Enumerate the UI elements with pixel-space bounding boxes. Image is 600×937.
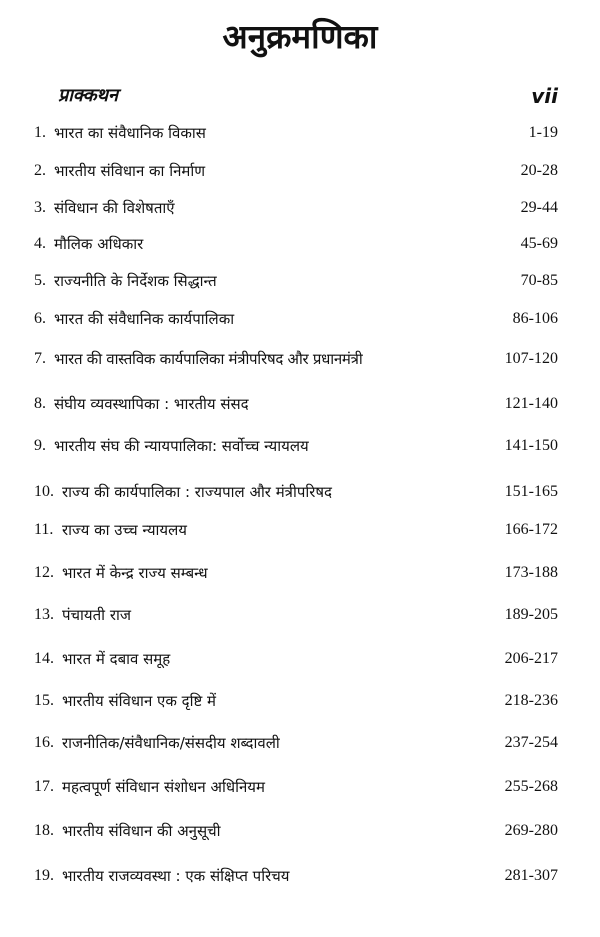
- chapter-number: 1.: [34, 124, 46, 141]
- chapter-title: पंचायती राज: [62, 606, 131, 624]
- chapter-title: महत्वपूर्ण संविधान संशोधन अधिनियम: [62, 778, 265, 796]
- chapter-pages: 121-140: [504, 395, 558, 412]
- chapter-number: 9.: [34, 437, 46, 454]
- chapter-pages: 45-69: [520, 235, 558, 252]
- chapter-number: 19.: [34, 867, 54, 884]
- chapter-title: राज्यनीति के निर्देशक सिद्धान्त: [54, 272, 217, 290]
- toc-row-19: [0, 861, 600, 891]
- toc-row-3: [0, 193, 600, 223]
- chapter-pages: 20-28: [520, 162, 558, 179]
- chapter-title: भारत की वास्तविक कार्यपालिका मंत्रीपरिषद और प्रधानमंत्री: [54, 350, 363, 368]
- chapter-title: राज्य की कार्यपालिका : राज्यपाल और मंत्रीपरिषद: [62, 483, 333, 501]
- chapter-number: 2.: [34, 162, 46, 179]
- chapter-pages: 166-172: [504, 521, 558, 538]
- chapter-number: 15.: [34, 692, 54, 709]
- chapter-number: 13.: [34, 606, 54, 623]
- toc-row-8: [0, 389, 600, 419]
- toc-row-17: [0, 772, 600, 802]
- chapter-title: भारतीय संघ की न्यायपालिका: सर्वोच्च न्यायलय: [54, 437, 309, 455]
- chapter-pages: 70-85: [520, 272, 558, 289]
- chapter-title: भारतीय संविधान एक दृष्टि में: [62, 692, 216, 710]
- toc-row-13: [0, 600, 600, 630]
- toc-row-10: [0, 477, 600, 507]
- chapter-number: 14.: [34, 650, 54, 667]
- chapter-pages: 173-188: [504, 564, 558, 581]
- toc-row-15: [0, 686, 600, 716]
- toc-row-5: [0, 266, 600, 296]
- toc-row-12: [0, 558, 600, 588]
- chapter-pages: 29-44: [520, 199, 558, 216]
- chapter-number: 18.: [34, 822, 54, 839]
- chapter-title: भारत में दबाव समूह: [62, 650, 171, 668]
- chapter-pages: 269-280: [504, 822, 558, 839]
- chapter-title: भारतीय संविधान की अनुसूची: [62, 822, 221, 840]
- chapter-pages: 86-106: [512, 310, 558, 327]
- toc-row-18: [0, 816, 600, 846]
- chapter-number: 16.: [34, 734, 54, 751]
- chapter-pages: 141-150: [504, 437, 558, 454]
- chapter-pages: 107-120: [504, 350, 558, 367]
- chapter-number: 3.: [34, 199, 46, 216]
- preface-page-number: vii: [531, 84, 558, 108]
- chapter-pages: 1-19: [528, 124, 558, 141]
- chapter-number: 10.: [34, 483, 54, 500]
- preface-label: प्राक्कथन: [58, 85, 119, 106]
- chapter-title: संविधान की विशेषताएँ: [54, 199, 175, 217]
- chapter-title: राज्य का उच्च न्यायलय: [62, 521, 187, 539]
- chapter-pages: 218-236: [504, 692, 558, 709]
- chapter-title: भारतीय राजव्यवस्था : एक संक्षिप्त परिचय: [62, 867, 290, 885]
- chapter-title: भारत का संवैधानिक विकास: [54, 124, 206, 142]
- chapter-title: भारत की संवैधानिक कार्यपालिका: [54, 310, 235, 328]
- chapter-title: संघीय व्यवस्थापिका : भारतीय संसद: [54, 395, 249, 413]
- chapter-title: राजनीतिक/संवैधानिक/संसदीय शब्दावली: [62, 734, 280, 752]
- toc-row-14: [0, 644, 600, 674]
- chapter-pages: 189-205: [504, 606, 558, 623]
- chapter-number: 5.: [34, 272, 46, 289]
- chapter-number: 6.: [34, 310, 46, 327]
- chapter-title: मौलिक अधिकार: [54, 235, 144, 253]
- chapter-title: भारत में केन्द्र राज्य सम्बन्ध: [62, 564, 208, 582]
- chapter-number: 8.: [34, 395, 46, 412]
- chapter-pages: 151-165: [504, 483, 558, 500]
- toc-row-11: [0, 515, 600, 545]
- chapter-number: 17.: [34, 778, 54, 795]
- chapter-number: 4.: [34, 235, 46, 252]
- chapter-number: 11.: [34, 521, 54, 538]
- chapter-number: 7.: [34, 350, 46, 367]
- chapter-pages: 206-217: [504, 650, 558, 667]
- chapter-number: 12.: [34, 564, 54, 581]
- page-title: अनुक्रमणिका: [222, 17, 378, 56]
- chapter-pages: 281-307: [504, 867, 558, 884]
- toc-row-4: [0, 229, 600, 259]
- toc-row-6: [0, 304, 600, 334]
- toc-row-16: [0, 728, 600, 758]
- toc-row-7: [0, 344, 600, 374]
- chapter-pages: 237-254: [504, 734, 558, 751]
- chapter-pages: 255-268: [504, 778, 558, 795]
- chapter-title: भारतीय संविधान का निर्माण: [54, 162, 206, 180]
- toc-row-9: [0, 431, 600, 461]
- toc-row-2: [0, 156, 600, 186]
- toc-row-1: [0, 118, 600, 148]
